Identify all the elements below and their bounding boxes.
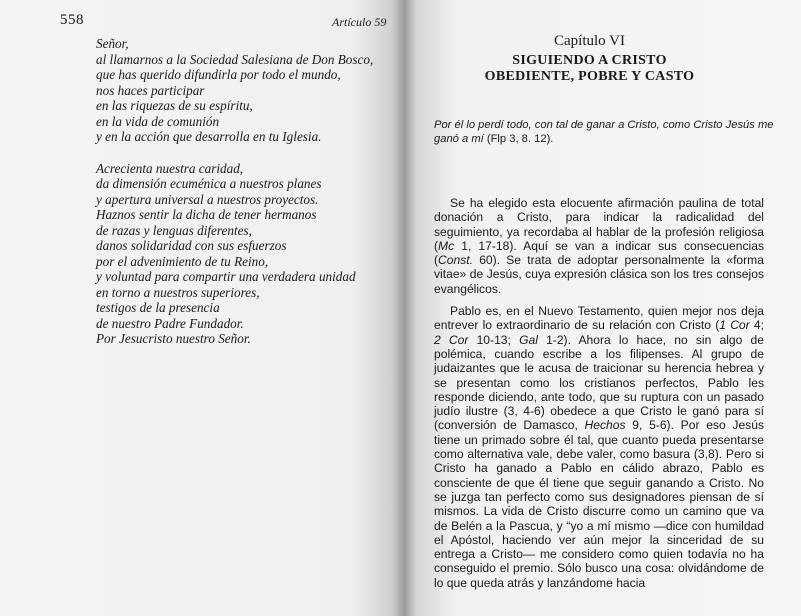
- prayer-line: Acrecienta nuestra caridad,: [96, 160, 244, 176]
- stanza-gap: [96, 145, 392, 161]
- right-page: [402, 0, 801, 616]
- citation-abbrev: 2 Cor: [434, 332, 469, 347]
- prayer-line: nos haces participar: [96, 82, 205, 98]
- citation-abbrev: Hechos: [584, 418, 626, 433]
- prayer-line: Señor,: [96, 36, 129, 51]
- chapter-title: [402, 53, 777, 85]
- prayer-line: da dimensión ecuménica a nuestros planes: [96, 176, 322, 191]
- prayer-stanza-2: [96, 161, 392, 347]
- prayer-line: en torno a nuestros superiores,: [96, 284, 260, 300]
- epigraph-reference: (Flp 3, 8. 12).: [483, 133, 554, 145]
- epigraph-quote: Por él lo perdí todo, con tal de ganar a Cristo, como Cristo Jesús me ganó a mí: [434, 119, 774, 145]
- prayer-line: y en la acción que desarrolla en tu Iglesia.: [96, 129, 322, 144]
- text-run: 9, 5-6). Por eso Jesús tiene un primado sobre él tal, que cuanto pueda presentarse como alternativa vale, debe valer, como basura (3,8). Pero si Cristo ha ganado a Pablo en cálido abrazo, Pablo es consciente de que él tiene que seguir ganando a Cristo. No se juzga tan perfecto como sus designadores piensan de sí mismos. La vida de Cristo discurre como un camino que va de Belén a la Pascua, y “yo a mí mismo —dice con humildad el Apóstol, haciendo ver aún mejor la sinceridad de su entrega a Cristo— me considero como quien todavía no ha conseguido el premio. Sólo busco una cosa: olvidándome de lo que queda atrás y lanzándome hacia: [434, 418, 764, 590]
- text-run: 1, 17-18). Aquí se van a indicar sus consecuencias (: [434, 238, 764, 268]
- prayer-line: que has querido difundirla por todo el mundo,: [96, 67, 341, 82]
- prayer-line: y voluntad para compartir una verdadera unidad: [96, 269, 356, 284]
- running-head: Artículo 59: [332, 15, 387, 29]
- prayer-text: [96, 36, 392, 347]
- page-number: 558: [60, 12, 84, 28]
- text-run: Se ha elegido esta elocuente afirmación paulina de total donación a Cristo, para indicar la radicalidad del seguimiento, ya recordaba al hablar de la profesión religiosa (: [434, 196, 764, 253]
- text-run: 60). Se trata de adoptar personalmente la «forma vitae» de Jesús, cuya expresión clásica son los tres consejos evangélicos.: [434, 253, 764, 296]
- prayer-line: Por Jesucristo nuestro Señor.: [96, 331, 251, 346]
- citation-abbrev: 1 Cor: [719, 318, 750, 333]
- prayer-line: al llamarnos a la Sociedad Salesiana de Don Bosco,: [96, 51, 374, 67]
- prayer-line: de nuestro Padre Fundador.: [96, 315, 244, 331]
- prayer-stanza-1: [96, 36, 392, 145]
- text-run: 1-2). Ahora lo hace, no sin algo de polémica, cuando escribe a los filipenses. Al grupo de judaizantes que le acusa de traicionar su herencia hebrea y se presentan como los cristianos perfectos, Pablo les responde diciendo, ante todo, que su ruptura con un pasado judío ilustre (3, 4-6) obedece a que Cristo le ganó para sí (conversión de Damasco,: [434, 332, 765, 433]
- text-run: 10-13;: [468, 332, 520, 347]
- body-paragraph-1: [434, 196, 764, 296]
- citation-abbrev: Mc: [438, 238, 455, 253]
- prayer-line: por el advenimiento de tu Reino,: [96, 253, 269, 269]
- citation-abbrev: Const.: [438, 253, 473, 268]
- chapter-title-line-2: OBEDIENTE, POBRE Y CASTO: [484, 69, 695, 84]
- chapter-title-line-1: SIGUIENDO A CRISTO: [512, 53, 667, 68]
- prayer-line: en las riquezas de su espíritu,: [96, 98, 253, 113]
- prayer-line: en la vida de comunión: [96, 113, 220, 129]
- prayer-line: y apertura universal a nuestros proyectos.: [96, 191, 319, 207]
- body-paragraph-2: [434, 304, 764, 590]
- body-text: [434, 196, 764, 590]
- text-run: Pablo es, en el Nuevo Testamento, quien mejor nos deja entrever lo extraordinario de su relación con Cristo (: [434, 304, 764, 333]
- citation-abbrev: Gal: [519, 332, 538, 347]
- prayer-line: Haznos sentir la dicha de tener hermanos: [96, 207, 317, 222]
- text-run: 4;: [749, 318, 765, 333]
- left-page: [0, 0, 400, 616]
- chapter-label: Capítulo VI: [554, 33, 625, 49]
- prayer-line: testigos de la presencia: [96, 300, 220, 315]
- prayer-line: danos solidaridad con sus esfuerzos: [96, 238, 287, 253]
- prayer-line: de razas y lenguas diferentes,: [96, 222, 252, 238]
- epigraph: [434, 118, 774, 146]
